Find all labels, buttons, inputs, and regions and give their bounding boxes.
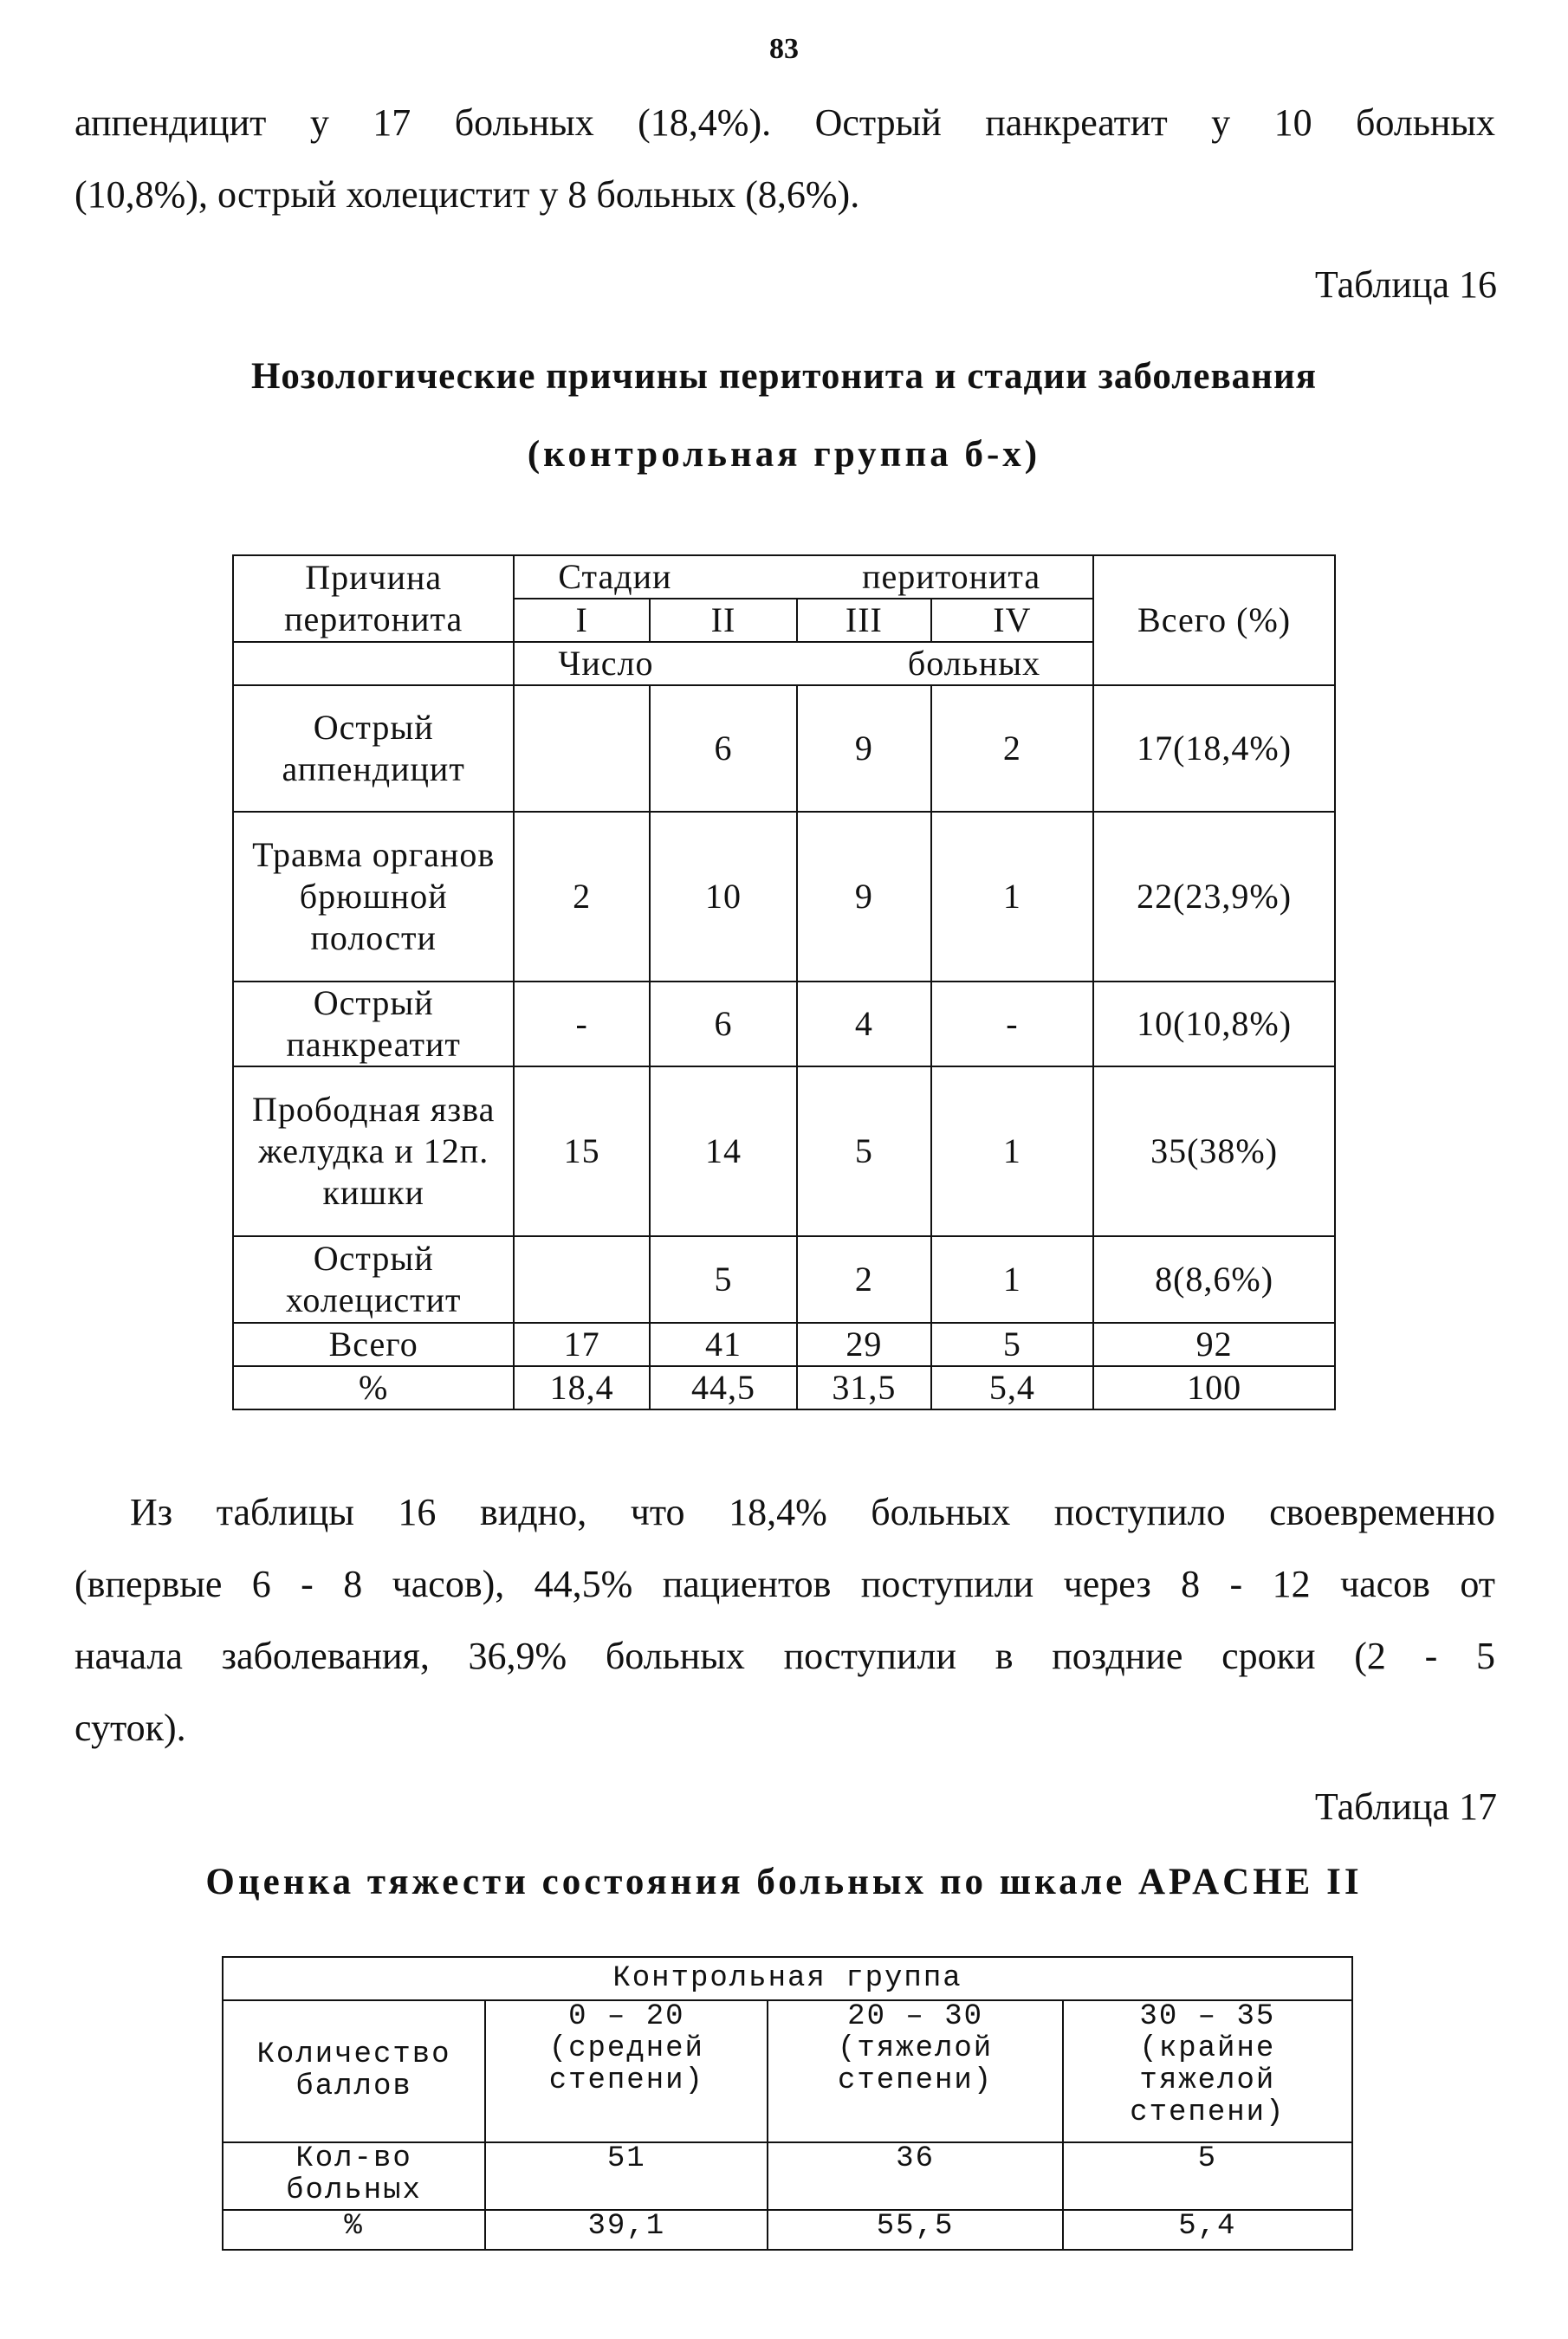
percent-label: % [223, 2210, 485, 2250]
stage-cell: 1 [931, 1236, 1094, 1323]
table-row [233, 1066, 1335, 1236]
header-total: Всего (%) [1093, 555, 1335, 685]
table16 [232, 554, 1336, 1410]
totals-cell: 92 [1093, 1323, 1335, 1366]
percent-cell: 31,5 [797, 1366, 931, 1409]
stage-cell: 5 [650, 1236, 797, 1323]
percent-cell: 5,4 [1063, 2210, 1352, 2250]
cause-cell: Острый панкреатит [233, 982, 514, 1066]
cause-cell: Острый холецистит [233, 1236, 514, 1323]
total-cell: 8(8,6%) [1093, 1236, 1335, 1323]
percent-cell: 55,5 [768, 2210, 1062, 2250]
table16-label: Таблица 16 [1314, 263, 1497, 306]
percent-cell: 5,4 [931, 1366, 1094, 1409]
total-cell: 10(10,8%) [1093, 982, 1335, 1066]
percent-cell: 44,5 [650, 1366, 797, 1409]
stage-cell: 14 [650, 1066, 797, 1236]
count-cell: 5 [1063, 2142, 1352, 2210]
stage-cell: - [514, 982, 650, 1066]
stage-cell: - [931, 982, 1094, 1066]
middle-paragraph [75, 1476, 1495, 1764]
percent-cell: 39,1 [485, 2210, 768, 2250]
stage-cell: 10 [650, 812, 797, 982]
stage-cell: 2 [797, 1236, 931, 1323]
stage-label: IV [931, 599, 1094, 642]
stage-cell: 2 [931, 685, 1094, 812]
table-row [233, 982, 1335, 1066]
header-count [514, 642, 1093, 685]
cause-cell: Травма органов брюшной полости [233, 812, 514, 982]
intro-paragraph [75, 87, 1495, 230]
middle-line: Из таблицы 16 видно, что 18,4% больных поступило своевременно [130, 1491, 1495, 1533]
stage-cell: 5 [797, 1066, 931, 1236]
stage-cell: 6 [650, 982, 797, 1066]
totals-cell: 41 [650, 1323, 797, 1366]
totals-cell: 17 [514, 1323, 650, 1366]
percent-cell: 100 [1093, 1366, 1335, 1409]
middle-line: (впервые 6 - 8 часов), 44,5% пациентов поступили через 8 - 12 часов от [75, 1563, 1495, 1605]
header-count-left: Число [558, 644, 654, 683]
score-label: Количество баллов [223, 2000, 485, 2142]
stage-label: III [797, 599, 931, 642]
totals-cell: 29 [797, 1323, 931, 1366]
cause-cell: Острый аппендицит [233, 685, 514, 812]
percent-label: % [233, 1366, 514, 1409]
total-cell: 22(23,9%) [1093, 812, 1335, 982]
stage-label: II [650, 599, 797, 642]
stage-cell: 9 [797, 685, 931, 812]
totals-row [233, 1323, 1335, 1366]
score-range: 30 – 35 (крайне тяжелой степени) [1063, 2000, 1352, 2142]
table-row [233, 685, 1335, 812]
header-stages-right: перитонита [862, 557, 1041, 596]
middle-line: начала заболевания, 36,9% больных поступили в поздние сроки (2 - 5 [75, 1635, 1495, 1677]
stage-cell: 9 [797, 812, 931, 982]
header-empty [233, 642, 514, 685]
middle-line: суток). [75, 1707, 186, 1749]
stage-cell: 1 [931, 812, 1094, 982]
table17-label: Таблица 17 [1314, 1785, 1497, 1828]
stage-cell [514, 685, 650, 812]
table17 [222, 1956, 1353, 2251]
score-range: 0 – 20 (средней степени) [485, 2000, 768, 2142]
table-row [223, 2142, 1352, 2210]
table-row [233, 812, 1335, 982]
stage-label: I [514, 599, 650, 642]
table16-title: Нозологические причины перитонита и стадии заболевания [250, 356, 1317, 397]
intro-line: (10,8%), острый холецистит у 8 больных (8,6%). [75, 173, 860, 216]
table17-title: Оценка тяжести состояния больных по шкале APACHE II [205, 1862, 1363, 1902]
score-range: 20 – 30 (тяжелой степени) [768, 2000, 1062, 2142]
count-cell: 51 [485, 2142, 768, 2210]
header-stages-left: Стадии [558, 557, 672, 596]
page-number: 83 [769, 33, 799, 65]
table-row [233, 1236, 1335, 1323]
stage-cell: 15 [514, 1066, 650, 1236]
total-cell: 35(38%) [1093, 1066, 1335, 1236]
total-cell: 17(18,4%) [1093, 685, 1335, 812]
totals-cell: 5 [931, 1323, 1094, 1366]
totals-label: Всего [233, 1323, 514, 1366]
table-row [223, 2210, 1352, 2250]
count-cell: 36 [768, 2142, 1062, 2210]
table16-subtitle: (контрольная группа б-х) [527, 434, 1041, 475]
stage-cell [514, 1236, 650, 1323]
header-stages [514, 555, 1093, 599]
stage-cell: 4 [797, 982, 931, 1066]
stage-cell: 1 [931, 1066, 1094, 1236]
group-header: Контрольная группа [223, 1957, 1352, 2000]
count-label: Кол-во больных [223, 2142, 485, 2210]
percent-cell: 18,4 [514, 1366, 650, 1409]
intro-line: аппендицит у 17 больных (18,4%). Острый панкреатит у 10 больных [75, 101, 1495, 144]
header-count-right: больных [907, 644, 1041, 683]
header-cause: Причина перитонита [233, 555, 514, 642]
stage-cell: 6 [650, 685, 797, 812]
stage-cell: 2 [514, 812, 650, 982]
cause-cell: Прободная язва желудка и 12п. кишки [233, 1066, 514, 1236]
percent-row [233, 1366, 1335, 1409]
